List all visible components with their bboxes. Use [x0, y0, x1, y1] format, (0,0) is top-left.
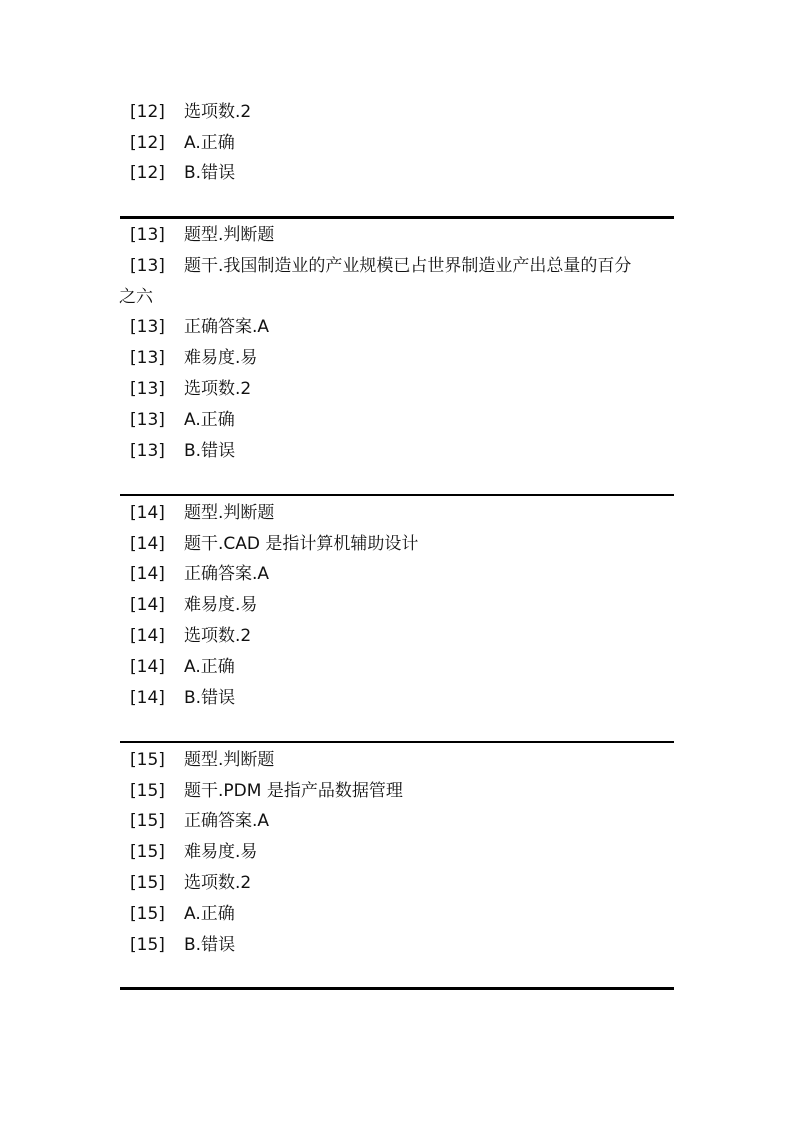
question-number: [15] — [130, 842, 165, 862]
option-count: 选项数.2 — [184, 873, 252, 893]
question-15-line — [130, 806, 675, 837]
question-13-line — [130, 251, 675, 282]
question-15-line — [130, 868, 675, 899]
question-stem: 题干.CAD 是指计算机辅助设计 — [184, 534, 419, 554]
question-number: [15] — [130, 935, 165, 955]
question-number: [13] — [130, 379, 165, 399]
question-12-line — [130, 158, 675, 189]
question-number: [13] — [130, 317, 165, 337]
question-13-line — [130, 220, 675, 251]
question-15-line — [130, 837, 675, 868]
difficulty: 难易度.易 — [184, 595, 258, 615]
question-number: [15] — [130, 904, 165, 924]
question-14-line — [130, 621, 675, 652]
correct-answer: 正确答案.A — [184, 811, 270, 831]
question-number: [15] — [130, 781, 165, 801]
question-number: [14] — [130, 534, 165, 554]
option-count: 选项数.2 — [184, 379, 252, 399]
correct-answer: 正确答案.A — [184, 564, 270, 584]
divider-rule — [120, 216, 674, 219]
question-number: [12] — [130, 163, 165, 183]
question-type: 题型.判断题 — [184, 503, 275, 523]
difficulty: 难易度.易 — [184, 348, 258, 368]
question-type: 题型.判断题 — [184, 750, 275, 770]
option-a: A.正确 — [184, 133, 235, 153]
question-number: [13] — [130, 410, 165, 430]
option-b: B.错误 — [184, 935, 236, 955]
option-b: B.错误 — [184, 441, 236, 461]
option-count: 选项数.2 — [184, 626, 252, 646]
question-number: [12] — [130, 102, 165, 122]
question-15-line — [130, 745, 675, 776]
option-a: A.正确 — [184, 410, 235, 430]
divider-rule — [120, 494, 674, 496]
question-number: [14] — [130, 688, 165, 708]
question-13-line — [130, 343, 675, 374]
question-13-line — [130, 374, 675, 405]
correct-answer: 正确答案.A — [184, 317, 270, 337]
option-count: 选项数.2 — [184, 102, 252, 122]
question-14-line — [130, 529, 675, 560]
question-number: [14] — [130, 657, 165, 677]
question-14-line — [130, 590, 675, 621]
question-13-line — [130, 405, 675, 436]
question-number: [15] — [130, 750, 165, 770]
option-b: B.错误 — [184, 688, 236, 708]
question-number: [13] — [130, 348, 165, 368]
question-number: [15] — [130, 873, 165, 893]
question-14-line — [130, 683, 675, 714]
question-number: [14] — [130, 626, 165, 646]
question-14-line — [130, 652, 675, 683]
question-15-line — [130, 776, 675, 807]
question-number: [12] — [130, 133, 165, 153]
difficulty: 难易度.易 — [184, 842, 258, 862]
option-a: A.正确 — [184, 904, 235, 924]
option-a: A.正确 — [184, 657, 235, 677]
divider-rule — [120, 987, 674, 990]
question-number: [14] — [130, 595, 165, 615]
question-number: [14] — [130, 503, 165, 523]
divider-rule — [120, 741, 674, 743]
question-15-line — [130, 899, 675, 930]
question-15-line — [130, 930, 675, 961]
question-number: [13] — [130, 225, 165, 245]
question-12-line — [130, 97, 675, 128]
question-number: [13] — [130, 441, 165, 461]
question-12-line — [130, 128, 675, 159]
question-stem: 题干.PDM 是指产品数据管理 — [184, 781, 403, 801]
question-14-line — [130, 559, 675, 590]
question-13-line — [130, 312, 675, 343]
question-type: 题型.判断题 — [184, 225, 275, 245]
question-14-line — [130, 498, 675, 529]
question-13-line — [130, 436, 675, 467]
question-number: [15] — [130, 811, 165, 831]
question-stem: 题干.我国制造业的产业规模已占世界制造业产出总量的百分 — [184, 256, 632, 276]
option-b: B.错误 — [184, 163, 236, 183]
question-number: [14] — [130, 564, 165, 584]
question-number: [13] — [130, 256, 165, 276]
question-stem-continuation: 之六 — [119, 287, 153, 307]
